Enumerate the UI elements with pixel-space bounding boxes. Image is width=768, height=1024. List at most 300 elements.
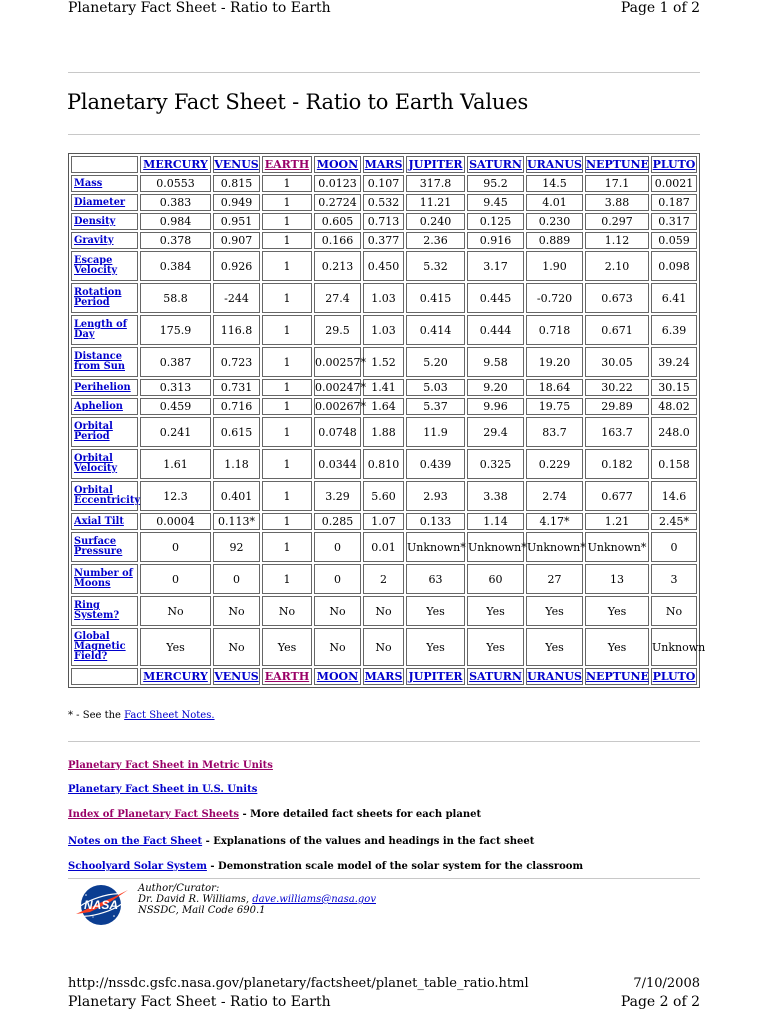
table-cell: 1.61 (140, 449, 211, 479)
bottom-column-header-row (71, 668, 697, 685)
table-cell: 0.113* (213, 513, 260, 530)
corner-cell (71, 668, 138, 685)
row-header (71, 532, 138, 562)
row-header (71, 449, 138, 479)
table-cell: 95.2 (467, 175, 524, 192)
table-cell: 1 (262, 175, 312, 192)
table-cell: 0.671 (585, 315, 649, 345)
table-cell: 19.20 (526, 347, 583, 377)
table-cell: 1 (262, 232, 312, 249)
row-header (71, 251, 138, 281)
table-cell: 2.93 (406, 481, 465, 511)
table-cell: 1 (262, 481, 312, 511)
table-cell: 0.444 (467, 315, 524, 345)
table-row (71, 532, 697, 562)
table-cell: 0.0021 (651, 175, 697, 192)
table-cell: 0.01 (363, 532, 404, 562)
schoolyard-solar-system-link[interactable]: Schoolyard Solar System (68, 861, 207, 872)
table-cell: 0.459 (140, 398, 211, 415)
table-cell: 0.673 (585, 283, 649, 313)
table-cell: 0.615 (213, 417, 260, 447)
link-item (68, 809, 481, 820)
table-cell: 30.15 (651, 379, 697, 396)
table-cell: 116.8 (213, 315, 260, 345)
table-cell: 0.415 (406, 283, 465, 313)
table-cell: 1.07 (363, 513, 404, 530)
print-footer-title: Planetary Fact Sheet - Ratio to Earth (68, 994, 331, 1010)
column-link-mars[interactable]: MARS (364, 158, 403, 171)
column-link-neptune[interactable]: NEPTUNE (586, 158, 649, 171)
row-header (71, 213, 138, 230)
link-item (68, 861, 583, 872)
link-item (68, 760, 273, 771)
table-cell: Yes (585, 628, 649, 666)
table-cell: Yes (467, 628, 524, 666)
table-cell: 1 (262, 347, 312, 377)
table-row (71, 398, 697, 415)
table-cell: 4.01 (526, 194, 583, 211)
row-header (71, 283, 138, 313)
table-cell: No (314, 596, 361, 626)
table-cell: 0.240 (406, 213, 465, 230)
table-cell: 1.14 (467, 513, 524, 530)
table-cell: 60 (467, 564, 524, 594)
table-cell: 48.02 (651, 398, 697, 415)
table-cell: 1.21 (585, 513, 649, 530)
table-cell: Unknown* (526, 532, 583, 562)
table-cell: 0.107 (363, 175, 404, 192)
row-header (71, 628, 138, 666)
print-footer-page: Page 2 of 2 (620, 994, 700, 1010)
table-cell: Yes (406, 596, 465, 626)
footnote (68, 710, 215, 721)
column-header (467, 668, 524, 685)
table-row (71, 564, 697, 594)
table-cell: 1.03 (363, 283, 404, 313)
table-cell: 1 (262, 398, 312, 415)
table-cell: 0.098 (651, 251, 697, 281)
table-cell: 2 (363, 564, 404, 594)
table-cell: Yes (585, 596, 649, 626)
index-fact-sheets-link[interactable]: Index of Planetary Fact Sheets (68, 809, 239, 820)
column-link-saturn[interactable]: SATURN (469, 158, 522, 171)
table-cell: 5.20 (406, 347, 465, 377)
row-link-ring-system[interactable]: Ring System? (74, 600, 120, 621)
table-cell: 1.12 (585, 232, 649, 249)
column-header (585, 668, 649, 685)
table-row (71, 175, 697, 192)
table-cell: 0.718 (526, 315, 583, 345)
metric-units-link[interactable]: Planetary Fact Sheet in Metric Units (68, 760, 273, 771)
row-link-aphelion[interactable]: Aphelion (74, 400, 123, 412)
column-header (314, 156, 361, 173)
table-cell: 1 (262, 194, 312, 211)
table-cell: 2.45* (651, 513, 697, 530)
column-link-venus[interactable]: VENUS (214, 158, 259, 171)
table-cell: No (363, 596, 404, 626)
table-cell: 0.213 (314, 251, 361, 281)
table-cell: -0.720 (526, 283, 583, 313)
table-cell: 3.29 (314, 481, 361, 511)
table-cell: 3.17 (467, 251, 524, 281)
row-link-length-of-day[interactable]: Length of Day (74, 319, 127, 340)
fact-sheet-notes-link[interactable]: Fact Sheet Notes. (124, 710, 215, 721)
table-cell: 0.313 (140, 379, 211, 396)
table-cell: 14.6 (651, 481, 697, 511)
author-name: Dr. David R. Williams, (138, 894, 253, 905)
column-header (363, 156, 404, 173)
table-cell: 11.21 (406, 194, 465, 211)
table-cell: 0.450 (363, 251, 404, 281)
table-cell: 0.0004 (140, 513, 211, 530)
table-cell: 5.37 (406, 398, 465, 415)
column-header (140, 668, 211, 685)
table-cell: 3.38 (467, 481, 524, 511)
table-row (71, 481, 697, 511)
table-cell: 0 (314, 532, 361, 562)
table-cell: 0.384 (140, 251, 211, 281)
column-header (213, 156, 260, 173)
row-link-diameter[interactable]: Diameter (74, 196, 126, 208)
table-cell: 9.45 (467, 194, 524, 211)
table-cell: 1.18 (213, 449, 260, 479)
page-title: Planetary Fact Sheet - Ratio to Earth Values (67, 90, 529, 114)
nasa-meatball-logo[interactable] (70, 884, 132, 926)
table-cell: Yes (526, 596, 583, 626)
table-cell: 29.4 (467, 417, 524, 447)
table-cell: 0.907 (213, 232, 260, 249)
row-header (71, 175, 138, 192)
table-cell: 30.22 (585, 379, 649, 396)
table-row (71, 347, 697, 377)
table-cell: 0.230 (526, 213, 583, 230)
table-row (71, 194, 697, 211)
row-link-orbital-velocity[interactable]: Orbital Velocity (74, 453, 118, 474)
table-cell: 1 (262, 315, 312, 345)
table-row (71, 232, 697, 249)
table-cell: 5.32 (406, 251, 465, 281)
table-cell: 3.88 (585, 194, 649, 211)
table-cell: 0.0344 (314, 449, 361, 479)
table-cell: 63 (406, 564, 465, 594)
table-cell: 0.810 (363, 449, 404, 479)
table-cell: 1.03 (363, 315, 404, 345)
row-header (71, 379, 138, 396)
table-cell: 0.815 (213, 175, 260, 192)
table-cell: 27 (526, 564, 583, 594)
table-cell: 19.75 (526, 398, 583, 415)
table-cell: 2.10 (585, 251, 649, 281)
table-cell: 0 (140, 564, 211, 594)
table-cell: 0.414 (406, 315, 465, 345)
table-row (71, 513, 697, 530)
table-cell: 0.166 (314, 232, 361, 249)
link-description: - Explanations of the values and headings in the fact sheet (202, 836, 535, 847)
table-cell: 163.7 (585, 417, 649, 447)
table-cell: 0.889 (526, 232, 583, 249)
row-header (71, 596, 138, 626)
table-cell: 0.723 (213, 347, 260, 377)
table-cell: Yes (406, 628, 465, 666)
table-cell: 0 (651, 532, 697, 562)
row-link-axial-tilt[interactable]: Axial Tilt (74, 515, 124, 527)
row-header (71, 398, 138, 415)
author-label: Author/Curator: (138, 883, 220, 894)
table-cell: Unknown* (467, 532, 524, 562)
table-cell: 1.41 (363, 379, 404, 396)
author-mailcode: NSSDC, Mail Code 690.1 (138, 905, 266, 916)
table-cell: 1 (262, 283, 312, 313)
table-cell: 27.4 (314, 283, 361, 313)
table-cell: 0 (314, 564, 361, 594)
table-cell: 5.60 (363, 481, 404, 511)
table-cell: 29.5 (314, 315, 361, 345)
table-cell: 0.731 (213, 379, 260, 396)
table-cell: 83.7 (526, 417, 583, 447)
table-cell: 0.2724 (314, 194, 361, 211)
table-cell: 2.36 (406, 232, 465, 249)
column-header (651, 668, 697, 685)
table-cell: 92 (213, 532, 260, 562)
table-row (71, 628, 697, 666)
corner-cell (71, 156, 138, 173)
table-cell: No (363, 628, 404, 666)
column-header (406, 668, 465, 685)
table-cell: 0.317 (651, 213, 697, 230)
table-cell: 0.0123 (314, 175, 361, 192)
table-cell: 317.8 (406, 175, 465, 192)
table-cell: 0.378 (140, 232, 211, 249)
column-header (140, 156, 211, 173)
table-cell: 0.229 (526, 449, 583, 479)
table-cell: 1 (262, 379, 312, 396)
table-cell: 58.8 (140, 283, 211, 313)
table-cell: 0.677 (585, 481, 649, 511)
table-cell: 1 (262, 449, 312, 479)
table-cell: 0.187 (651, 194, 697, 211)
table-cell: 6.39 (651, 315, 697, 345)
table-cell: 1 (262, 417, 312, 447)
table-cell: 1 (262, 532, 312, 562)
footnote-text: * - See the (68, 710, 125, 721)
column-link-earth[interactable]: EARTH (264, 158, 310, 171)
table-cell: 1 (262, 213, 312, 230)
row-link-surface-pressure[interactable]: Surface Pressure (74, 536, 123, 557)
table-cell: 3 (651, 564, 697, 594)
row-header (71, 315, 138, 345)
table-cell: 0.916 (467, 232, 524, 249)
table-cell: 0.285 (314, 513, 361, 530)
table-cell: 9.96 (467, 398, 524, 415)
table-cell: Yes (526, 628, 583, 666)
column-link-mercury[interactable]: MERCURY (143, 158, 208, 171)
row-header (71, 194, 138, 211)
table-cell: 1 (262, 513, 312, 530)
column-header (526, 668, 583, 685)
table-cell: 4.17* (526, 513, 583, 530)
table-row (71, 417, 697, 447)
column-link-mars[interactable]: MARS (364, 670, 403, 683)
table-cell: No (213, 596, 260, 626)
table-cell: 0.0748 (314, 417, 361, 447)
column-header (406, 156, 465, 173)
table-cell: 0.401 (213, 481, 260, 511)
table-cell: 2.74 (526, 481, 583, 511)
author-line (138, 894, 376, 905)
row-link-perihelion[interactable]: Perihelion (74, 381, 131, 393)
column-header (363, 668, 404, 685)
link-item (68, 836, 534, 847)
table-cell: 0.297 (585, 213, 649, 230)
table-cell: 18.64 (526, 379, 583, 396)
table-row (71, 315, 697, 345)
table-cell: 1 (262, 564, 312, 594)
table-cell: 0.00267* (315, 400, 366, 413)
column-header (262, 668, 312, 685)
table-cell: No (314, 628, 361, 666)
table-cell: 0.984 (140, 213, 211, 230)
table-cell: 0.377 (363, 232, 404, 249)
table-cell: Yes (140, 628, 211, 666)
table-row (71, 283, 697, 313)
column-link-jupiter[interactable]: JUPITER (408, 158, 463, 171)
table-cell: 0.439 (406, 449, 465, 479)
row-header (71, 564, 138, 594)
table-row (71, 449, 697, 479)
table-cell: Yes (262, 628, 312, 666)
table-row (71, 379, 697, 396)
column-link-venus[interactable]: VENUS (214, 670, 259, 683)
row-header (71, 232, 138, 249)
us-units-link[interactable]: Planetary Fact Sheet in U.S. Units (68, 784, 258, 795)
table-cell: 0.00247* (315, 381, 366, 394)
print-header-page: Page 1 of 2 (620, 0, 700, 16)
column-header (585, 156, 649, 173)
table-cell: 13 (585, 564, 649, 594)
table-cell: 0.926 (213, 251, 260, 281)
link-description: - More detailed fact sheets for each planet (238, 809, 482, 820)
table-cell: 0.00257* (314, 347, 361, 377)
column-link-pluto[interactable]: PLUTO (652, 670, 696, 683)
divider (68, 878, 700, 879)
table-cell: 1.90 (526, 251, 583, 281)
column-link-mercury[interactable]: MERCURY (143, 670, 208, 683)
row-link-global-magnetic-field[interactable]: Global Magnetic Field? (74, 631, 126, 662)
table-cell: 1 (262, 251, 312, 281)
notes-link[interactable]: Notes on the Fact Sheet (68, 836, 203, 847)
table-cell: 0.125 (467, 213, 524, 230)
table-cell: 0 (140, 532, 211, 562)
link-description: - Demonstration scale model of the solar system for the classroom (206, 861, 584, 872)
column-link-uranus[interactable]: URANUS (527, 158, 582, 171)
row-link-number-of-moons[interactable]: Number of Moons (74, 568, 133, 589)
author-block (138, 883, 376, 916)
row-header (71, 513, 138, 530)
table-cell: -244 (213, 283, 260, 313)
row-link-orbital-period[interactable]: Orbital Period (74, 421, 113, 442)
table-cell: 1.52 (363, 347, 404, 377)
row-link-density[interactable]: Density (74, 215, 116, 227)
table-row (71, 596, 697, 626)
table-cell: 0.951 (213, 213, 260, 230)
row-header (71, 417, 138, 447)
row-link-orbital-eccentricity[interactable]: Orbital Eccentricity (74, 485, 141, 506)
table-cell: 0.133 (406, 513, 465, 530)
row-link-mass[interactable]: Mass (74, 177, 103, 189)
table-cell: 29.89 (585, 398, 649, 415)
table-cell: 0.182 (585, 449, 649, 479)
table-cell: No (213, 628, 260, 666)
column-link-uranus[interactable]: URANUS (527, 670, 582, 683)
table-cell: 248.0 (651, 417, 697, 447)
table-cell: 0.387 (140, 347, 211, 377)
table-cell: 17.1 (585, 175, 649, 192)
table-cell: 0.949 (213, 194, 260, 211)
table-cell: Unknown* (585, 532, 649, 562)
table-cell: 30.05 (585, 347, 649, 377)
row-link-gravity[interactable]: Gravity (74, 234, 114, 246)
row-link-rotation-period[interactable]: Rotation Period (74, 287, 122, 308)
table-cell: 39.24 (651, 347, 697, 377)
table-cell: 175.9 (140, 315, 211, 345)
table-cell: 9.58 (467, 347, 524, 377)
table-cell: No (140, 596, 211, 626)
table-cell: 0.445 (467, 283, 524, 313)
column-link-pluto[interactable]: PLUTO (652, 158, 696, 171)
table-cell: 1.64 (363, 398, 404, 415)
table-cell: 6.41 (651, 283, 697, 313)
author-email-link[interactable]: dave.williams@nasa.gov (252, 894, 376, 905)
print-footer-url: http://nssdc.gsfc.nasa.gov/planetary/factsheet/planet_table_ratio.html (68, 976, 529, 991)
divider (68, 72, 700, 73)
svg-text:NASA: NASA (83, 898, 119, 912)
table-cell: 0.325 (467, 449, 524, 479)
table-cell: 11.9 (406, 417, 465, 447)
column-link-neptune[interactable]: NEPTUNE (586, 670, 649, 683)
column-link-jupiter[interactable]: JUPITER (408, 670, 463, 683)
table-cell: No (651, 596, 697, 626)
row-link-distance-from-sun[interactable]: Distance from Sun (74, 351, 126, 372)
column-header (314, 668, 361, 685)
table-cell: 0.532 (363, 194, 404, 211)
table-cell: 0.383 (140, 194, 211, 211)
table-cell: 0 (213, 564, 260, 594)
table-cell: 0.605 (314, 213, 361, 230)
table-cell: No (262, 596, 312, 626)
row-link-escape-velocity[interactable]: Escape Velocity (74, 255, 118, 276)
top-column-header-row (71, 156, 697, 173)
column-link-moon[interactable]: MOON (316, 158, 359, 171)
table-cell: 12.3 (140, 481, 211, 511)
column-header (467, 156, 524, 173)
table-cell: 0.059 (651, 232, 697, 249)
table-cell: 5.03 (406, 379, 465, 396)
table-cell: 14.5 (526, 175, 583, 192)
row-header (71, 481, 141, 511)
column-header (262, 156, 312, 173)
table-cell: Unknown* (406, 532, 465, 562)
table-cell: 1.88 (363, 417, 404, 447)
table-row (71, 251, 697, 281)
column-link-moon[interactable]: MOON (316, 670, 359, 683)
link-item (68, 784, 257, 795)
row-header (71, 347, 138, 377)
fact-sheet-table (68, 153, 706, 688)
table-cell: Yes (467, 596, 524, 626)
column-link-earth[interactable]: EARTH (264, 670, 310, 683)
column-link-saturn[interactable]: SATURN (469, 670, 522, 683)
divider (68, 741, 700, 742)
